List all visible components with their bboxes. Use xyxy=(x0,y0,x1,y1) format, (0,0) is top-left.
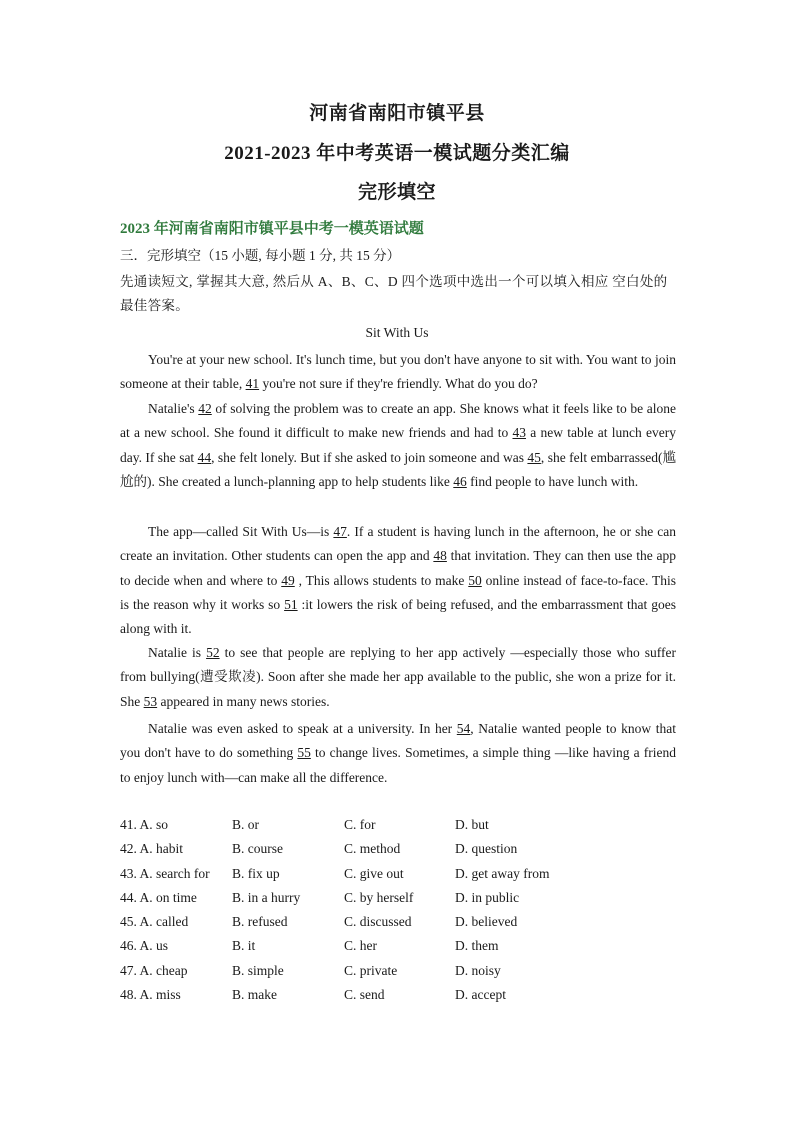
blank-52: 52 xyxy=(206,645,220,660)
text-run: You're at your new school. It's lunch time, but you don't have anyone to sit with. You want to join someone at their table, xyxy=(120,352,676,392)
text-run: , Natalie wanted people to know that you don't have to do something xyxy=(120,721,676,761)
document-title-series: 2021-2023 年中考英语一模试题分类汇编 xyxy=(224,143,570,164)
document-title-topic: 完形填空 xyxy=(357,182,436,203)
blank-51: 51 xyxy=(284,596,298,612)
text-run: of solving the problem was to create an app. She knows what it feels like to be alone at a new school. She found it difficult to make new friends and had to xyxy=(120,401,676,441)
option-row-47 xyxy=(120,959,676,983)
blank-53: 53 xyxy=(143,693,158,709)
text-run: The app—called Sit With Us—is xyxy=(148,524,334,539)
option-b: B. refused xyxy=(232,914,288,930)
option-c: C. private xyxy=(344,962,398,978)
text-run: Natalie is xyxy=(148,645,207,660)
option-a: 41. A. so xyxy=(120,817,169,832)
paragraph-2 xyxy=(120,397,676,494)
option-b: B. fix up xyxy=(232,865,280,881)
option-a: 44. A. on time xyxy=(120,889,197,905)
text-run: that invitation. They can then use the app to decide when and where to xyxy=(120,548,676,588)
option-row-43 xyxy=(120,862,676,886)
option-d: D. believed xyxy=(455,914,518,930)
option-a: 43. A. search for xyxy=(120,865,210,881)
part-title: 三．完形填空（15 小题, 每小题 1 分, 共 15 分） xyxy=(120,248,401,263)
option-row-45 xyxy=(120,910,676,934)
option-d: D. accept xyxy=(455,987,506,1003)
option-d: D. question xyxy=(455,841,518,857)
blank-48: 48 xyxy=(433,548,447,564)
text-run: Natalie's xyxy=(148,401,199,416)
option-c: C. method xyxy=(344,841,401,857)
text-run: to see that people are replying to her app actively —especially those who suffer from bullying(遭受欺凌). Soon after she made her app available to the public, she won a prize for it. She xyxy=(120,645,677,709)
option-c: C. send xyxy=(344,987,385,1003)
text-run: :it lowers the risk of being refused, and the embarrassment that goes along with it. xyxy=(120,596,676,637)
text-run: appeared in many news stories. xyxy=(157,693,330,709)
paragraph-3 xyxy=(120,520,676,641)
option-row-44 xyxy=(120,886,676,910)
option-c: C. for xyxy=(344,817,376,832)
option-c: C. her xyxy=(344,938,377,954)
text-run: to change lives. Sometimes, a simple thing —like having a friend to enjoy lunch with—can make all the difference. xyxy=(120,745,676,785)
option-d: D. but xyxy=(455,817,489,832)
blank-46: 46 xyxy=(453,473,467,489)
option-d: D. get away from xyxy=(455,865,550,881)
blank-43: 43 xyxy=(512,425,526,441)
option-c: C. discussed xyxy=(344,914,412,930)
blank-50: 50 xyxy=(468,572,482,588)
blank-41: 41 xyxy=(245,376,260,392)
option-a: 48. A. miss xyxy=(120,987,181,1003)
document-title-region: 河南省南阳市镇平县 xyxy=(309,103,485,124)
text-run: you're not sure if they're friendly. What do you do? xyxy=(259,376,538,392)
blank-47: 47 xyxy=(333,524,347,539)
option-row-42 xyxy=(120,837,676,861)
option-c: C. by herself xyxy=(344,889,414,905)
option-a: 45. A. called xyxy=(120,914,189,930)
option-a: 47. A. cheap xyxy=(120,962,188,978)
option-b: B. in a hurry xyxy=(232,889,301,905)
option-row-48 xyxy=(120,983,676,1007)
blank-45: 45 xyxy=(527,449,541,465)
answer-options xyxy=(120,813,676,1007)
option-a: 42. A. habit xyxy=(120,841,183,857)
blank-44: 44 xyxy=(197,449,212,465)
option-b: B. simple xyxy=(232,962,284,978)
paragraph-5 xyxy=(120,717,676,790)
text-run: find people to have lunch with. xyxy=(466,473,639,489)
paragraph-4 xyxy=(120,641,676,714)
blank-42: 42 xyxy=(198,401,212,416)
blank-49: 49 xyxy=(281,572,295,588)
text-run: . If a student is having lunch in the afternoon, he or she can create an invitation. Other students can open the app and xyxy=(120,524,677,564)
paragraph-1 xyxy=(120,348,676,397)
option-row-41 xyxy=(120,813,676,837)
option-b: B. or xyxy=(232,817,259,832)
instructions: 先通读短文, 掌握其大意, 然后从 A、B、C、D 四个选项中选出一个可以填入相应 空白处的最佳答案。 xyxy=(120,274,668,313)
option-b: B. it xyxy=(232,938,256,954)
text-run: Natalie was even asked to speak at a university. In her xyxy=(148,721,457,736)
text-run: a new table at lunch every day. If she sat xyxy=(120,425,676,465)
option-d: D. in public xyxy=(455,889,520,905)
option-c: C. give out xyxy=(344,865,404,881)
story-title: Sit With Us xyxy=(365,325,429,340)
text-run: , she felt lonely. But if she asked to join someone and was xyxy=(211,449,528,465)
text-run: online instead of face-to-face. This is the reason why it works so xyxy=(120,572,676,612)
option-b: B. course xyxy=(232,841,283,857)
option-a: 46. A. us xyxy=(120,938,169,954)
option-d: D. noisy xyxy=(455,962,501,978)
option-d: D. them xyxy=(455,938,499,954)
text-run: , she felt embarrassed(尴尬的). She created a lunch-planning app to help students like xyxy=(120,449,676,489)
section-heading: 2023 年河南省南阳市镇平县中考一模英语试题 xyxy=(120,221,424,237)
option-b: B. make xyxy=(232,987,277,1003)
blank-54: 54 xyxy=(456,721,471,736)
option-row-46 xyxy=(120,934,676,958)
blank-55: 55 xyxy=(297,745,311,761)
text-run: , This allows students to make xyxy=(294,572,469,588)
